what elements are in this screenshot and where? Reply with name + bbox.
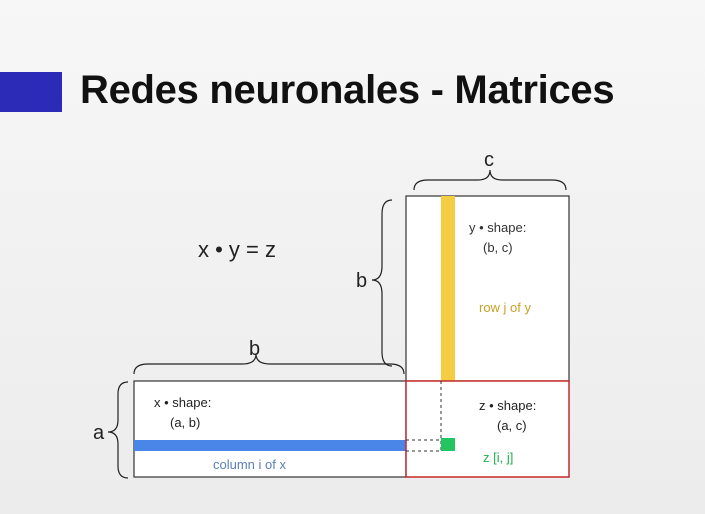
brace-left-a: [108, 382, 128, 478]
z-cell-ij: [441, 438, 455, 451]
y-shape-title: y • shape:: [469, 220, 527, 235]
brace-label-c: c: [484, 149, 494, 171]
equation-label: x • y = z: [198, 237, 276, 262]
y-row-j-highlight: [441, 196, 455, 381]
z-shape-title: z • shape:: [479, 398, 537, 413]
brace-label-a: a: [93, 422, 105, 444]
brace-middle-b: [134, 354, 404, 374]
x-column-i-label: column i of x: [213, 457, 286, 472]
z-shape-value: (a, c): [497, 418, 527, 433]
y-shape-value: (b, c): [483, 240, 513, 255]
brace-label-b-middle: b: [249, 338, 261, 360]
y-row-j-label: row j of y: [479, 300, 532, 315]
x-shape-value: (a, b): [170, 415, 201, 430]
brace-top-c: [414, 170, 566, 190]
x-column-i-highlight: [134, 440, 406, 451]
x-shape-title: x • shape:: [154, 395, 212, 410]
z-cell-label: z [i, j]: [483, 450, 514, 465]
brace-left-b: [372, 200, 392, 366]
slide-title: Redes neuronales - Matrices: [80, 68, 615, 112]
brace-label-b-left: b: [356, 270, 368, 292]
